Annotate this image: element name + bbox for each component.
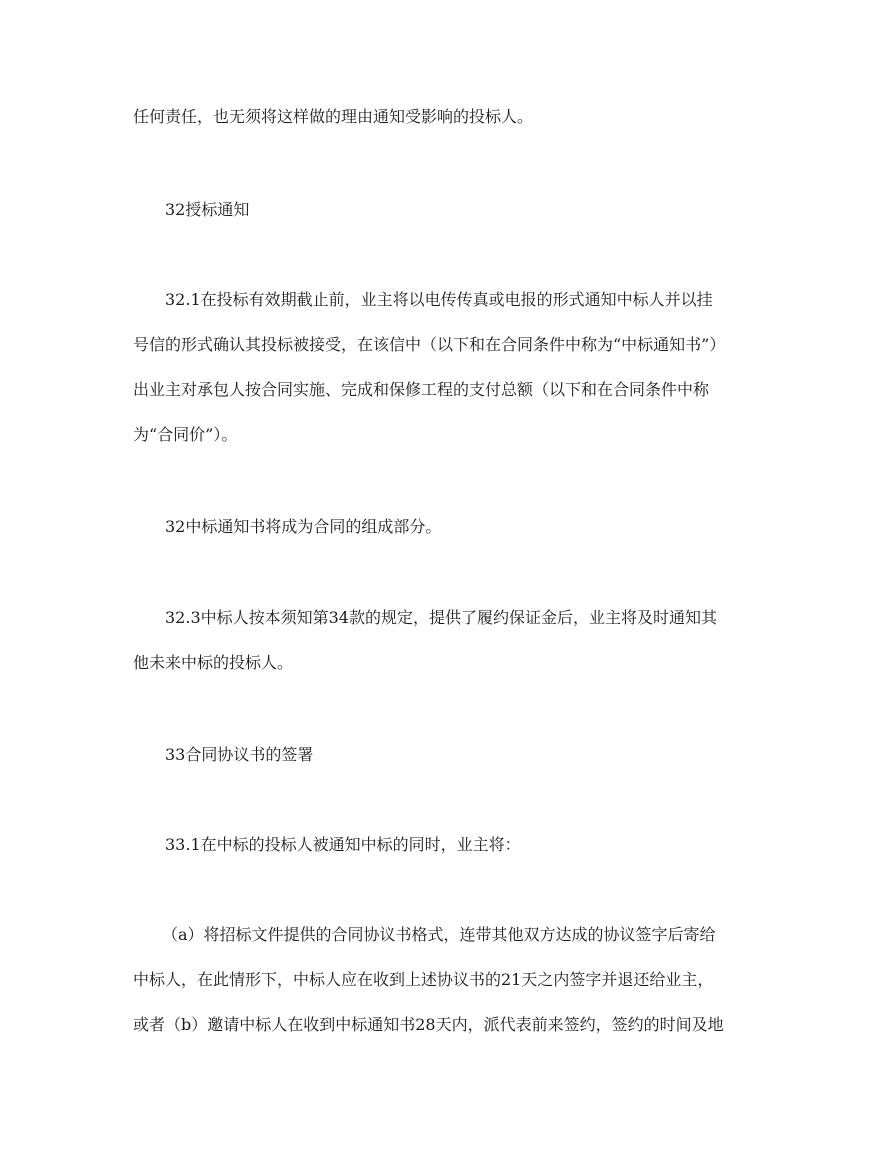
paragraph-line: 为“合同价”）。 xyxy=(133,425,238,444)
paragraph-line: 或者（b）邀请中标人在收到中标通知书28天内，派代表前来签约，签约的时间及地 xyxy=(133,1015,724,1034)
paragraph-line: 号信的形式确认其投标被接受，在该信中（以下和在合同条件中称为“中标通知书”） xyxy=(133,335,726,354)
paragraph-line: （a）将招标文件提供的合同协议书格式，连带其他双方达成的协议签字后寄给 xyxy=(162,925,716,944)
paragraph-line: 出业主对承包人按合同实施、完成和保修工程的支付总额（以下和在合同条件中称 xyxy=(133,380,710,399)
paragraph-line: 他未来中标的投标人。 xyxy=(133,653,294,672)
paragraph-line: 33.1在中标的投标人被通知中标的同时，业主将： xyxy=(165,835,521,854)
paragraph-line: 中标人，在此情形下，中标人应在收到上述协议书的21天之内签字并退还给业主， xyxy=(133,970,714,989)
paragraph-line: 任何责任，也无须将这样做的理由通知受影响的投标人。 xyxy=(133,107,534,126)
section-heading-33: 33合同协议书的签署 xyxy=(165,745,314,764)
paragraph-line: 32中标通知书将成为合同的组成部分。 xyxy=(165,517,442,536)
paragraph-line: 32.3中标人按本须知第34款的规定，提供了履约保证金后，业主将及时通知其 xyxy=(165,608,717,627)
section-heading-32: 32授标通知 xyxy=(165,200,250,219)
paragraph-line: 32.1在投标有效期截止前，业主将以电传传真或电报的形式通知中标人并以挂 xyxy=(165,290,713,309)
